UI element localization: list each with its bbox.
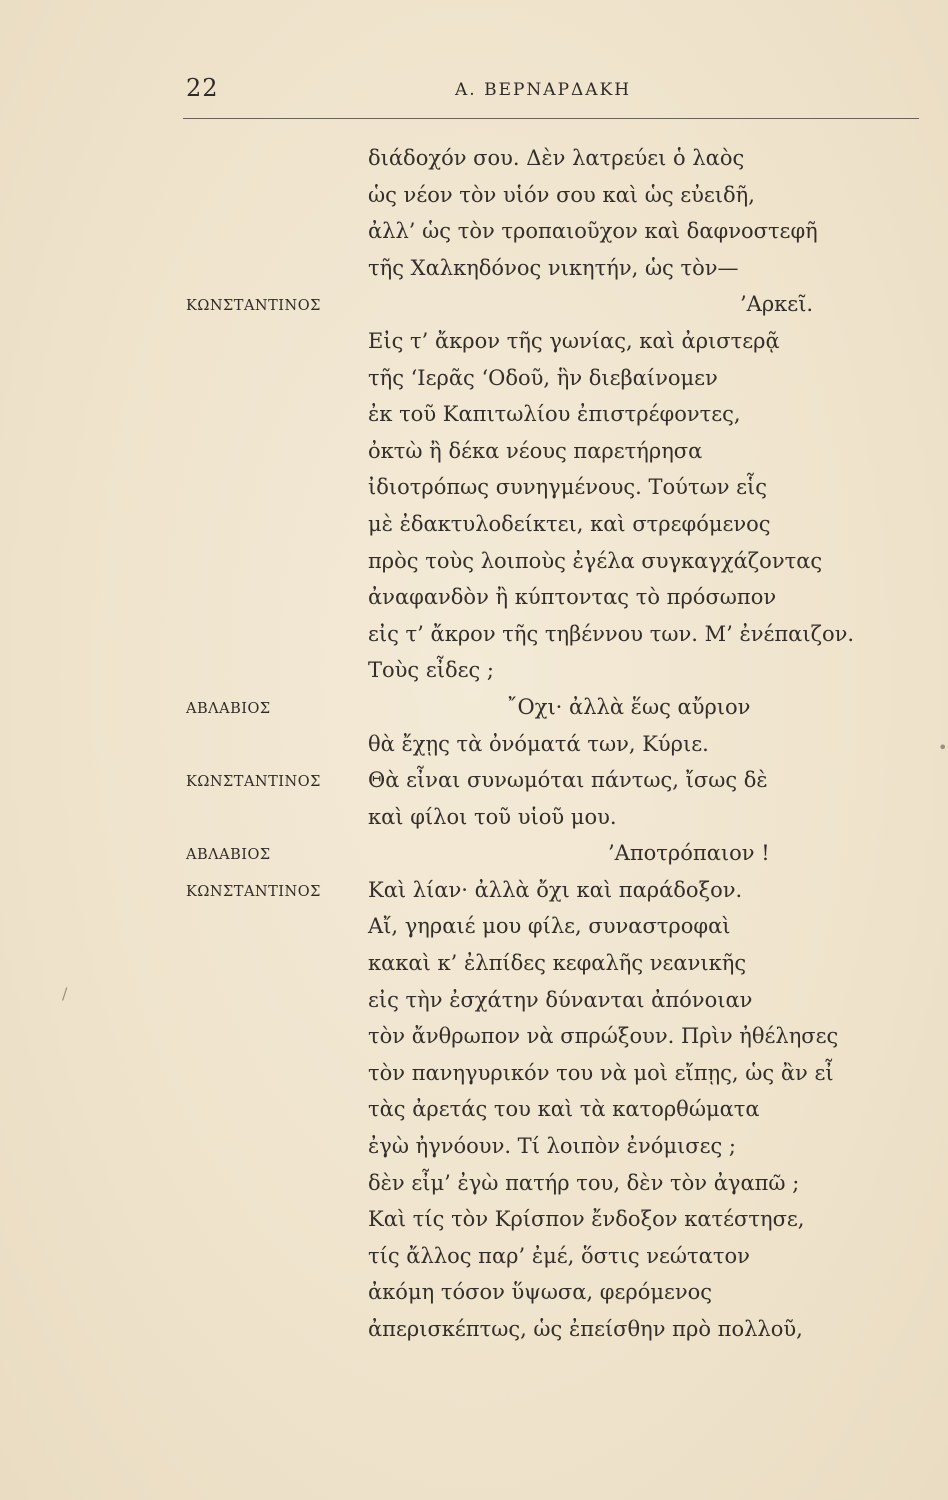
speaker-name: ΑΒΛΑΒΙΟΣ: [186, 700, 271, 717]
speaker-name: ΚΩΝΣΤΑΝΤΙΝΟΣ: [186, 774, 321, 791]
speaker-name: ΚΩΝΣΤΑΝΤΙΝΟΣ: [186, 298, 321, 315]
verse-text: Καὶ λίαν· ἀλλὰ ὄχι καὶ παράδοξον.: [368, 877, 743, 902]
verse-text: εἰς τ’ ἄκρον τῆς τηβέννου των. Μ’ ἐνέπαιζον.: [368, 621, 855, 646]
verse-line: [0, 982, 948, 1019]
verse-text: ῎Οχι· ἀλλὰ ἕως αὔριον: [507, 694, 751, 719]
verse-text: τὸν πανηγυρικόν του νὰ μοὶ εἴπῃς, ὡς ἂν εἶ: [368, 1060, 834, 1085]
header-rule: [183, 118, 919, 119]
verse-line: [0, 799, 948, 836]
verse-line: [0, 872, 948, 909]
verse-line: [0, 908, 948, 945]
verse-line: [0, 360, 948, 397]
verse-line: [0, 469, 948, 506]
verse-line: [0, 1128, 948, 1165]
verse-line: [0, 1238, 948, 1275]
verse-text: τίς ἄλλος παρ’ ἐμέ, ὅστις νεώτατον: [368, 1243, 750, 1268]
verse-text: δὲν εἶμ’ ἐγὼ πατήρ του, δὲν τὸν ἀγαπῶ ;: [368, 1170, 800, 1195]
verse-text: ’Αποτρόπαιον !: [608, 841, 770, 866]
verse-text: τῆς ‘Ιερᾶς ‘Οδοῦ, ἣν διεβαίνομεν: [368, 365, 718, 390]
verse-text: μὲ ἐδακτυλοδείκτει, καὶ στρεφόμενος: [368, 511, 771, 536]
verse-block: [0, 140, 948, 1348]
verse-line: [0, 506, 948, 543]
verse-text: Καὶ τίς τὸν Κρίσπον ἔνδοξον κατέστησε,: [368, 1207, 805, 1232]
verse-line: [0, 1274, 948, 1311]
verse-line: [0, 579, 948, 616]
verse-line: [0, 396, 948, 433]
verse-text: πρὸς τοὺς λοιποὺς ἐγέλα συγκαγχάζοντας: [368, 548, 823, 573]
verse-line: [0, 689, 948, 726]
verse-line: [0, 1055, 948, 1092]
verse-line: [0, 616, 948, 653]
verse-text: ἐγὼ ἠγνόουν. Τί λοιπὸν ἐνόμισες ;: [368, 1134, 736, 1159]
margin-mark: •: [938, 738, 948, 757]
verse-text: κακαὶ κ’ ἐλπίδες κεφαλῆς νεανικῆς: [368, 951, 747, 976]
verse-text: ἀκόμη τόσον ὕψωσα, φερόμενος: [368, 1280, 713, 1305]
speaker-name: ΑΒΛΑΒΙΟΣ: [186, 847, 271, 864]
verse-text: θὰ ἔχῃς τὰ ὀνόματά των, Κύριε.: [368, 731, 709, 756]
verse-line: [0, 1201, 948, 1238]
verse-line: [0, 726, 948, 763]
verse-text: ἰδιοτρόπως συνηγμένους. Τούτων εἷς: [368, 475, 768, 500]
verse-line: [0, 1311, 948, 1348]
verse-line: [0, 1091, 948, 1128]
verse-text: ἀλλ’ ὡς τὸν τροπαιοῦχον καὶ δαφνοστεφῆ: [368, 219, 818, 244]
verse-line: [0, 286, 948, 323]
verse-text: ’Αρκεῖ.: [740, 292, 814, 317]
page-number: 22: [186, 74, 219, 102]
verse-text: Τοὺς εἶδες ;: [368, 658, 494, 683]
verse-text: Θὰ εἶναι συνωμόται πάντως, ἴσως δὲ: [368, 768, 768, 793]
verse-line: [0, 323, 948, 360]
verse-line: [0, 543, 948, 580]
verse-line: [0, 140, 948, 177]
verse-text: ἀπερισκέπτως, ὡς ἐπείσθην πρὸ πολλοῦ,: [368, 1317, 803, 1341]
margin-mark: /: [62, 984, 68, 1003]
verse-line: [0, 1018, 948, 1055]
verse-text: ἐκ τοῦ Καπιτωλίου ἐπιστρέφοντες,: [368, 402, 741, 427]
verse-text: τὸν ἄνθρωπον νὰ σπρώξουν. Πρὶν ἠθέλησες: [368, 1024, 839, 1049]
verse-line: [0, 1165, 948, 1202]
verse-text: ὀκτὼ ἢ δέκα νέους παρετήρησα: [368, 438, 703, 463]
verse-text: τὰς ἀρετάς του καὶ τὰ κατορθώματα: [368, 1097, 760, 1122]
verse-line: [0, 945, 948, 982]
verse-text: διάδοχόν σου. Δὲν λατρεύει ὁ λαὸς: [368, 146, 745, 170]
verse-line: [0, 177, 948, 214]
verse-line: [0, 250, 948, 287]
verse-text: εἰς τὴν ἐσχάτην δύνανται ἀπόνοιαν: [368, 987, 753, 1012]
verse-text: ὡς νέον τὸν υἱόν σου καὶ ὡς εὐειδῆ,: [368, 182, 755, 207]
verse-text: τῆς Χαλκηδόνος νικητήν, ὡς τὸν—: [368, 255, 739, 280]
verse-line: [0, 213, 948, 250]
verse-text: Εἰς τ’ ἄκρον τῆς γωνίας, καὶ ἀριστερᾷ: [368, 328, 780, 353]
verse-line: [0, 835, 948, 872]
verse-line: [0, 433, 948, 470]
verse-text: καὶ φίλοι τοῦ υἱοῦ μου.: [368, 804, 617, 829]
speaker-name: ΚΩΝΣΤΑΝΤΙΝΟΣ: [186, 883, 321, 900]
verse-text: ἀναφανδὸν ἢ κύπτοντας τὸ πρόσωπον: [368, 585, 777, 610]
verse-text: Αἴ, γηραιέ μου φίλε, συναστροφαὶ: [368, 914, 731, 939]
running-head: Α. ΒΕΡΝΑΡΔΑΚΗ: [455, 80, 632, 100]
verse-line: [0, 652, 948, 689]
verse-line: [0, 762, 948, 799]
